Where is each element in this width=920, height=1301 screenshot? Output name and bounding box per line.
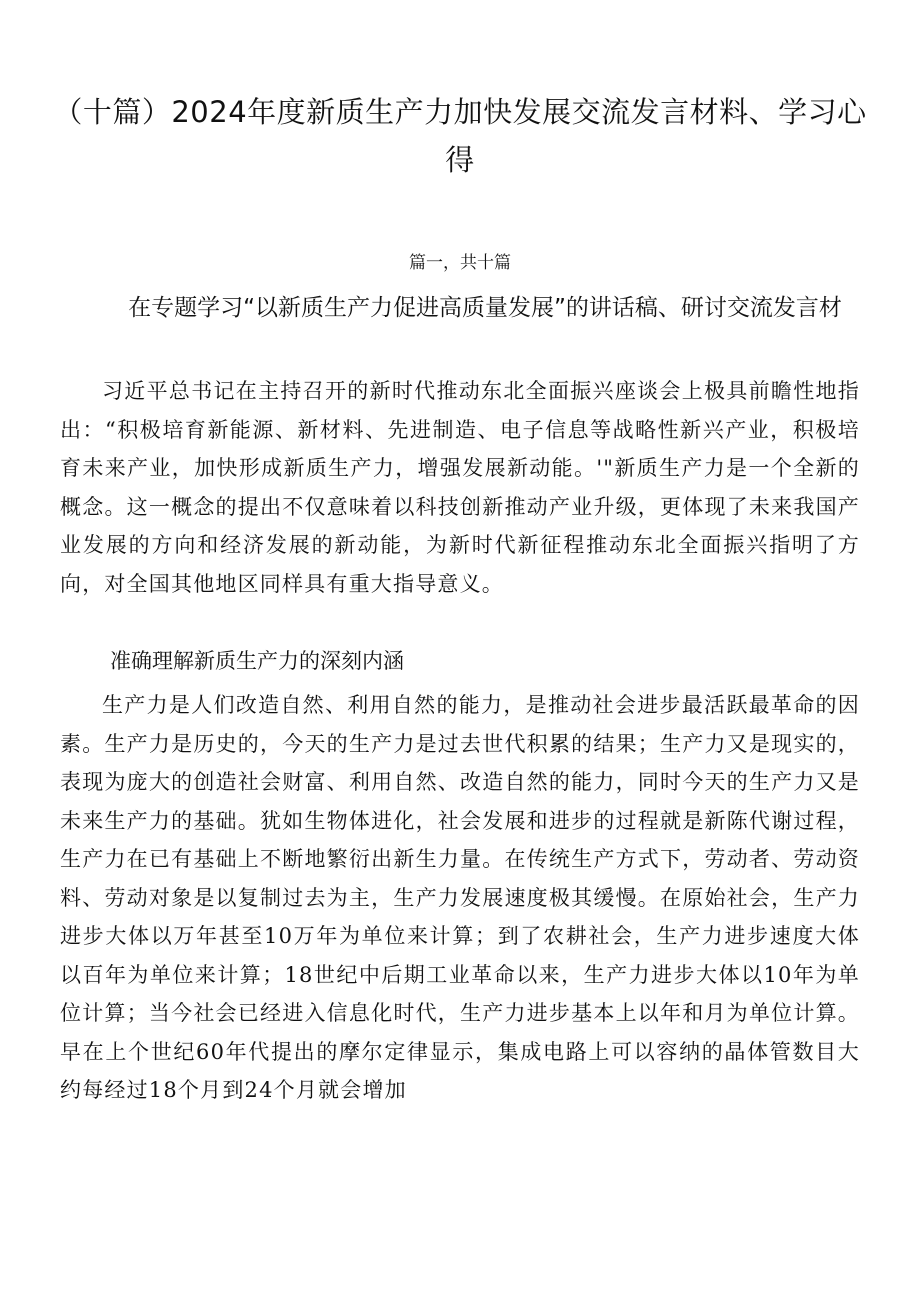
section-subheading: 准确理解新质生产力的深刻内涵 bbox=[110, 649, 404, 673]
document-title: （十篇）2024年度新质生产力加快发展交流发言材料、学习心得 bbox=[53, 95, 867, 177]
body-paragraph: 生产力是人们改造自然、利用自然的能力，是推动社会进步最活跃最革命的因素。生产力是历史的，今天的生产力是过去世代积累的结果；生产力又是现实的，表现为庞大的创造社会财富、利用自然、改造自然的能力，同时今天的生产力又是未来生产力的基础。犹如生物体进化，社会发展和进步的过程就是新陈代谢过程，生产力在已有基础上不断地繁衍出新生力量。在传统生产方式下，劳动者、劳动资料、劳动对象是以复制过去为主，生产力发展速度极其缓慢。在原始社会，生产力进步大体以万年甚至10万年为单位来计算；到了农耕社会，生产力进步速度大体以百年为单位来计算；18世纪中后期工业革命以来，生产力进步大体以10年为单位计算；当今社会已经进入信息化时代，生产力进步基本上以年和月为单位计算。早在上个世纪60年代提出的摩尔定律显示，集成电路上可以容纳的晶体管数目大约每经过18个月到24个月就会增加 bbox=[60, 693, 860, 1102]
section-label: 篇一，共十篇 bbox=[409, 253, 511, 273]
body-paragraph: 习近平总书记在主持召开的新时代推动东北全面振兴座谈会上极具前瞻性地指出：“积极培育新能源、新材料、先进制造、电子信息等战略性新兴产业，积极培育未来产业，加快形成新质生产力，增强发展新动能。'"新质生产力是一个全新的概念。这一概念的提出不仅意味着以科技创新推动产业升级，更体现了未来我国产业发展的方向和经济发展的新动能，为新时代新征程推动东北全面振兴指明了方向，对全国其他地区同样具有重大指导意义。 bbox=[60, 379, 860, 596]
speech-title: 在专题学习“以新质生产力促进高质量发展”的讲话稿、研讨交流发言材 bbox=[128, 295, 842, 321]
